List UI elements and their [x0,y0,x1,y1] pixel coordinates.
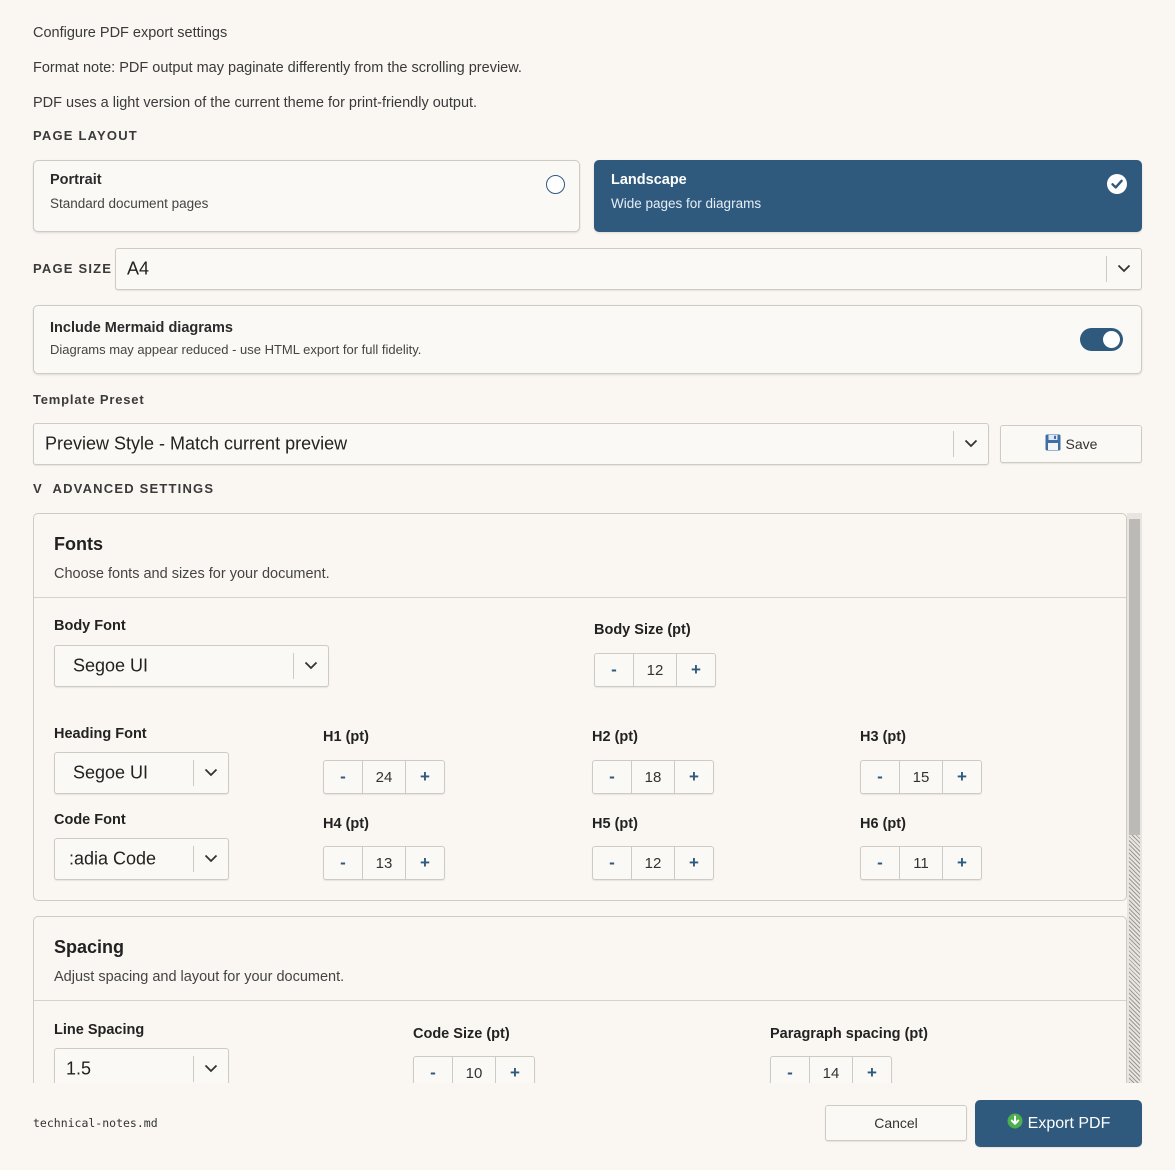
fonts-title: Fonts [54,534,103,554]
paragraph-spacing-value[interactable]: 14 [809,1057,853,1083]
advanced-settings-panel [33,513,1142,1083]
radio-unchecked-icon[interactable] [546,175,565,194]
portrait-option[interactable] [33,160,580,232]
mermaid-toggle[interactable] [1080,328,1123,351]
code-size-stepper[interactable] [413,1056,535,1083]
code-size-value[interactable]: 10 [452,1057,496,1083]
h5-size-stepper[interactable] [592,846,714,880]
code-font-select[interactable] [54,838,229,880]
increment-button[interactable]: + [420,767,430,786]
h2-size-value[interactable]: 18 [631,761,675,793]
h6-size-stepper[interactable] [860,846,982,880]
increment-button[interactable]: + [691,660,701,679]
export-pdf-button[interactable] [975,1100,1142,1147]
decrement-button[interactable]: - [877,767,883,786]
landscape-subtitle: Wide pages for diagrams [611,196,762,211]
file-name: technical-notes.md [33,1116,158,1130]
body-font-value: Segoe UI [73,655,149,676]
decrement-button[interactable]: - [609,767,615,786]
h6-size-label: H6 (pt) [860,816,906,832]
code-font-value: :adia Code [69,848,157,869]
scrollbar-track-area[interactable] [1129,835,1140,1083]
spacing-subtitle: Adjust spacing and layout for your document. [54,969,345,985]
h1-size-stepper[interactable] [323,760,445,794]
code-font-label: Code Font [54,812,126,828]
chevron-down-icon [1117,260,1131,278]
page-size-label: PAGE SIZE [33,261,113,276]
paragraph-spacing-label: Paragraph spacing (pt) [770,1026,928,1042]
page-size-value: A4 [127,258,150,279]
h5-size-value[interactable]: 12 [631,847,675,879]
template-preset-select[interactable] [33,423,989,465]
chevron-down-icon [304,657,318,675]
h1-size-label: H1 (pt) [323,729,369,745]
page-layout-label: PAGE LAYOUT [33,128,138,143]
code-size-label: Code Size (pt) [413,1026,510,1042]
h4-size-value[interactable]: 13 [362,847,406,879]
advanced-toggle-glyph: V [33,481,43,496]
decrement-button[interactable]: - [430,1063,436,1082]
line-spacing-label: Line Spacing [54,1022,145,1038]
chevron-down-icon [964,435,978,453]
spacing-card [33,916,1127,1083]
format-note: Format note: PDF output may paginate differently from the scrolling preview. [33,60,522,76]
mermaid-title: Include Mermaid diagrams [50,320,233,336]
theme-note: PDF uses a light version of the current theme for print-friendly output. [33,95,478,111]
increment-button[interactable]: + [957,767,967,786]
line-spacing-select[interactable] [54,1048,229,1083]
h6-size-value[interactable]: 11 [899,847,943,879]
decrement-button[interactable]: - [611,660,617,679]
paragraph-spacing-stepper[interactable] [770,1056,892,1083]
portrait-title: Portrait [50,172,102,188]
landscape-title: Landscape [611,172,687,188]
h3-size-label: H3 (pt) [860,729,906,745]
h2-size-stepper[interactable] [592,760,714,794]
decrement-button[interactable]: - [787,1063,793,1082]
h3-size-value[interactable]: 15 [899,761,943,793]
check-circle-icon[interactable] [1107,174,1127,194]
landscape-option[interactable] [594,160,1142,232]
decrement-button[interactable]: - [340,853,346,872]
save-preset-button[interactable] [1000,425,1142,463]
h4-size-stepper[interactable] [323,846,445,880]
page-size-select[interactable] [115,248,1142,290]
template-preset-label: Template Preset [33,392,145,407]
increment-button[interactable]: + [867,1063,877,1082]
mermaid-option [33,305,1142,374]
cancel-button[interactable] [825,1105,967,1141]
body-size-label: Body Size (pt) [594,622,691,638]
fonts-card [33,513,1127,901]
spacing-title: Spacing [54,937,125,957]
heading-font-select[interactable] [54,752,229,794]
floppy-disk-icon [1045,434,1061,454]
fonts-subtitle: Choose fonts and sizes for your document. [54,566,330,582]
h2-size-label: H2 (pt) [592,729,638,745]
save-label: Save [1065,436,1098,452]
increment-button[interactable]: + [689,767,699,786]
template-preset-value: Preview Style - Match current preview [45,433,348,454]
increment-button[interactable]: + [420,853,430,872]
h5-size-label: H5 (pt) [592,816,638,832]
export-pdf-label: Export PDF [1027,1114,1111,1132]
panel-scrollbar[interactable] [1127,513,1142,1083]
dialog-title: Configure PDF export settings [33,25,228,41]
portrait-subtitle: Standard document pages [50,196,209,211]
increment-button[interactable]: + [957,853,967,872]
heading-font-label: Heading Font [54,726,147,742]
download-arrow-icon [1007,1113,1023,1134]
body-size-value[interactable]: 12 [633,654,677,686]
increment-button[interactable]: + [510,1063,520,1082]
increment-button[interactable]: + [689,853,699,872]
decrement-button[interactable]: - [609,853,615,872]
body-size-stepper[interactable] [594,653,716,687]
decrement-button[interactable]: - [877,853,883,872]
chevron-down-icon [204,1060,218,1078]
scrollbar-thumb[interactable] [1129,519,1140,835]
cancel-label: Cancel [874,1115,918,1131]
h1-size-value[interactable]: 24 [362,761,406,793]
advanced-settings-toggle[interactable] [33,481,214,496]
chevron-down-icon [204,764,218,782]
mermaid-subtitle: Diagrams may appear reduced - use HTML export for full fidelity. [50,342,422,357]
body-font-label: Body Font [54,618,126,634]
decrement-button[interactable]: - [340,767,346,786]
body-font-select[interactable] [54,645,329,687]
heading-font-value: Segoe UI [73,762,149,783]
chevron-down-icon [204,850,218,868]
h3-size-stepper[interactable] [860,760,982,794]
h4-size-label: H4 (pt) [323,816,369,832]
advanced-settings-label: ADVANCED SETTINGS [52,481,215,496]
line-spacing-value: 1.5 [66,1058,92,1079]
